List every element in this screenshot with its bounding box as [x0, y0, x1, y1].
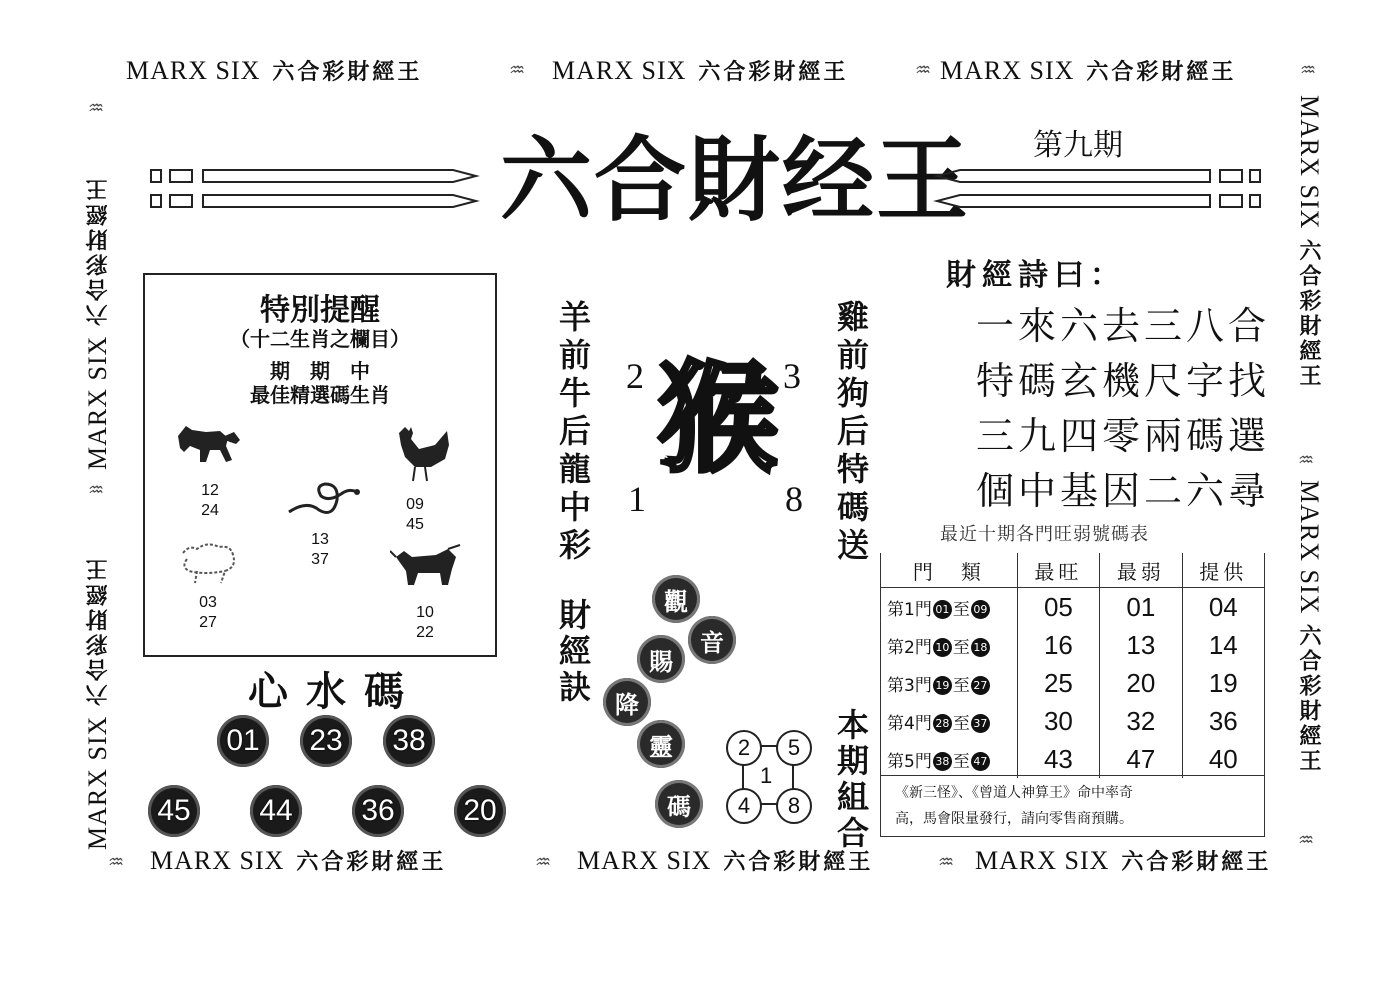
chain-ball: 賜: [637, 635, 685, 683]
brand-bottom-3: MARX SIX 六合彩財經王: [975, 846, 1272, 875]
poem-line: 三九四零兩碼選: [976, 414, 1271, 458]
chain-ball: 碼: [655, 780, 703, 828]
gates-header: 提供: [1182, 553, 1264, 588]
rooster-icon: [385, 423, 455, 483]
chain-ball: 降: [603, 678, 651, 726]
corner-br: 8: [785, 479, 803, 519]
lucky-ball: 44: [250, 785, 302, 837]
brand-top-2: MARX SIX 六合彩財經王: [552, 56, 849, 85]
separator-icon: ♒: [509, 60, 526, 81]
right-arrow-decoration: [930, 165, 1265, 217]
separator-icon: ♒: [88, 480, 105, 501]
lucky-ball: 01: [217, 715, 269, 767]
brand-bottom-1: MARX SIX 六合彩財經王: [150, 846, 447, 875]
chain-ball: 音: [688, 616, 736, 664]
gates-header: 最弱: [1100, 553, 1182, 588]
brand-left-1: MARX SIX六合彩財經王: [83, 175, 112, 470]
gates-header: 門 類: [881, 553, 1018, 588]
corner-tl: 2: [626, 356, 644, 396]
right-vertical-tag: 本期組合: [832, 708, 870, 852]
table-row: 第5門 38 至 47 43 47 40: [881, 740, 1265, 778]
brand-right-2: MARX SIX六合彩財經王: [1295, 480, 1324, 775]
lucky-ball: 20: [454, 785, 506, 837]
poem-heading: 財經詩曰：: [946, 258, 1126, 293]
snake-icon: [285, 470, 365, 520]
brand-right-1: MARX SIX六合彩財經王: [1295, 95, 1324, 390]
table-row: 第4門 28 至 37 30 32 36: [881, 702, 1265, 740]
left-vertical-tag: 財經訣: [554, 598, 592, 706]
combo-ball: 2: [726, 730, 762, 766]
separator-icon: ♒: [1300, 60, 1317, 81]
brand-left-2: MARX SIX六合彩財經王: [83, 555, 112, 850]
gates-header: 最旺: [1017, 553, 1099, 588]
separator-icon: ♒: [88, 98, 105, 119]
separator-icon: ♒: [108, 852, 125, 873]
poem-line: 特碼玄機尺字找: [976, 359, 1271, 403]
chain-ball: 靈: [637, 720, 685, 768]
horse-icon: [170, 420, 245, 470]
reminder-box: [143, 273, 497, 657]
poem-line: 個中基因二六尋: [976, 469, 1271, 513]
table-row: 第1門 01 至 09 05 01 04: [881, 588, 1265, 627]
lucky-ball: 38: [383, 715, 435, 767]
separator-icon: ♒: [938, 852, 955, 873]
poem-line: 一來六去三八合: [976, 304, 1271, 348]
separator-icon: ♒: [915, 60, 932, 81]
gates-table: [880, 553, 1265, 778]
brand-top-3: MARX SIX 六合彩財經王: [940, 56, 1237, 85]
rooster-numbers: 09 45: [406, 496, 424, 533]
reminder-line1: 期 期 中: [270, 359, 370, 383]
brand-bottom-2: MARX SIX 六合彩財經王: [577, 846, 874, 875]
sheep-icon: [177, 537, 242, 587]
zodiac-center-char: 猴: [658, 350, 778, 489]
reminder-title: 特別提醒: [260, 293, 380, 328]
right-vertical-verse: 雞前狗后特碼送: [832, 300, 870, 566]
sheep-numbers: 03 27: [199, 594, 217, 631]
separator-icon: ♒: [535, 852, 552, 873]
issue-number: 第九期: [1033, 128, 1123, 163]
main-title: 六合財经王: [500, 127, 971, 234]
brand-top-1: MARX SIX 六合彩財經王: [126, 56, 423, 85]
reminder-subtitle: （十二生肖之欄目）: [230, 327, 410, 351]
horse-numbers: 12 24: [201, 482, 219, 519]
reminder-line2: 最佳精選碼生肖: [250, 383, 390, 407]
corner-tr: 3: [783, 356, 801, 396]
combo-ball: 5: [776, 730, 812, 766]
ox-icon: [390, 543, 465, 593]
separator-icon: ♒: [1298, 830, 1315, 851]
lucky-ball: 36: [352, 785, 404, 837]
combo-ball: 4: [726, 788, 762, 824]
left-arrow-decoration: [148, 165, 483, 217]
lucky-ball: 45: [148, 785, 200, 837]
heart-water-title: 心水碼: [248, 668, 422, 715]
corner-bl: 1: [628, 479, 646, 519]
promo-note: 《新三怪》、《曾道人神算王》命中率奇 高，馬會限量發行，請向零售商預購。: [880, 775, 1265, 837]
combo-ball: 8: [776, 788, 812, 824]
separator-icon: ♒: [1298, 450, 1315, 471]
ox-numbers: 10 22: [416, 604, 434, 641]
snake-numbers: 13 37: [311, 531, 329, 568]
combo-center: 1: [760, 763, 773, 788]
table-row: 第2門 10 至 18 16 13 14: [881, 626, 1265, 664]
lucky-ball: 23: [300, 715, 352, 767]
chain-ball: 觀: [652, 575, 700, 623]
gates-table-title: 最近十期各門旺弱號碼表: [940, 524, 1149, 545]
table-row: 第3門 19 至 27 25 20 19: [881, 664, 1265, 702]
left-vertical-verse: 羊前牛后龍中彩: [554, 300, 592, 566]
